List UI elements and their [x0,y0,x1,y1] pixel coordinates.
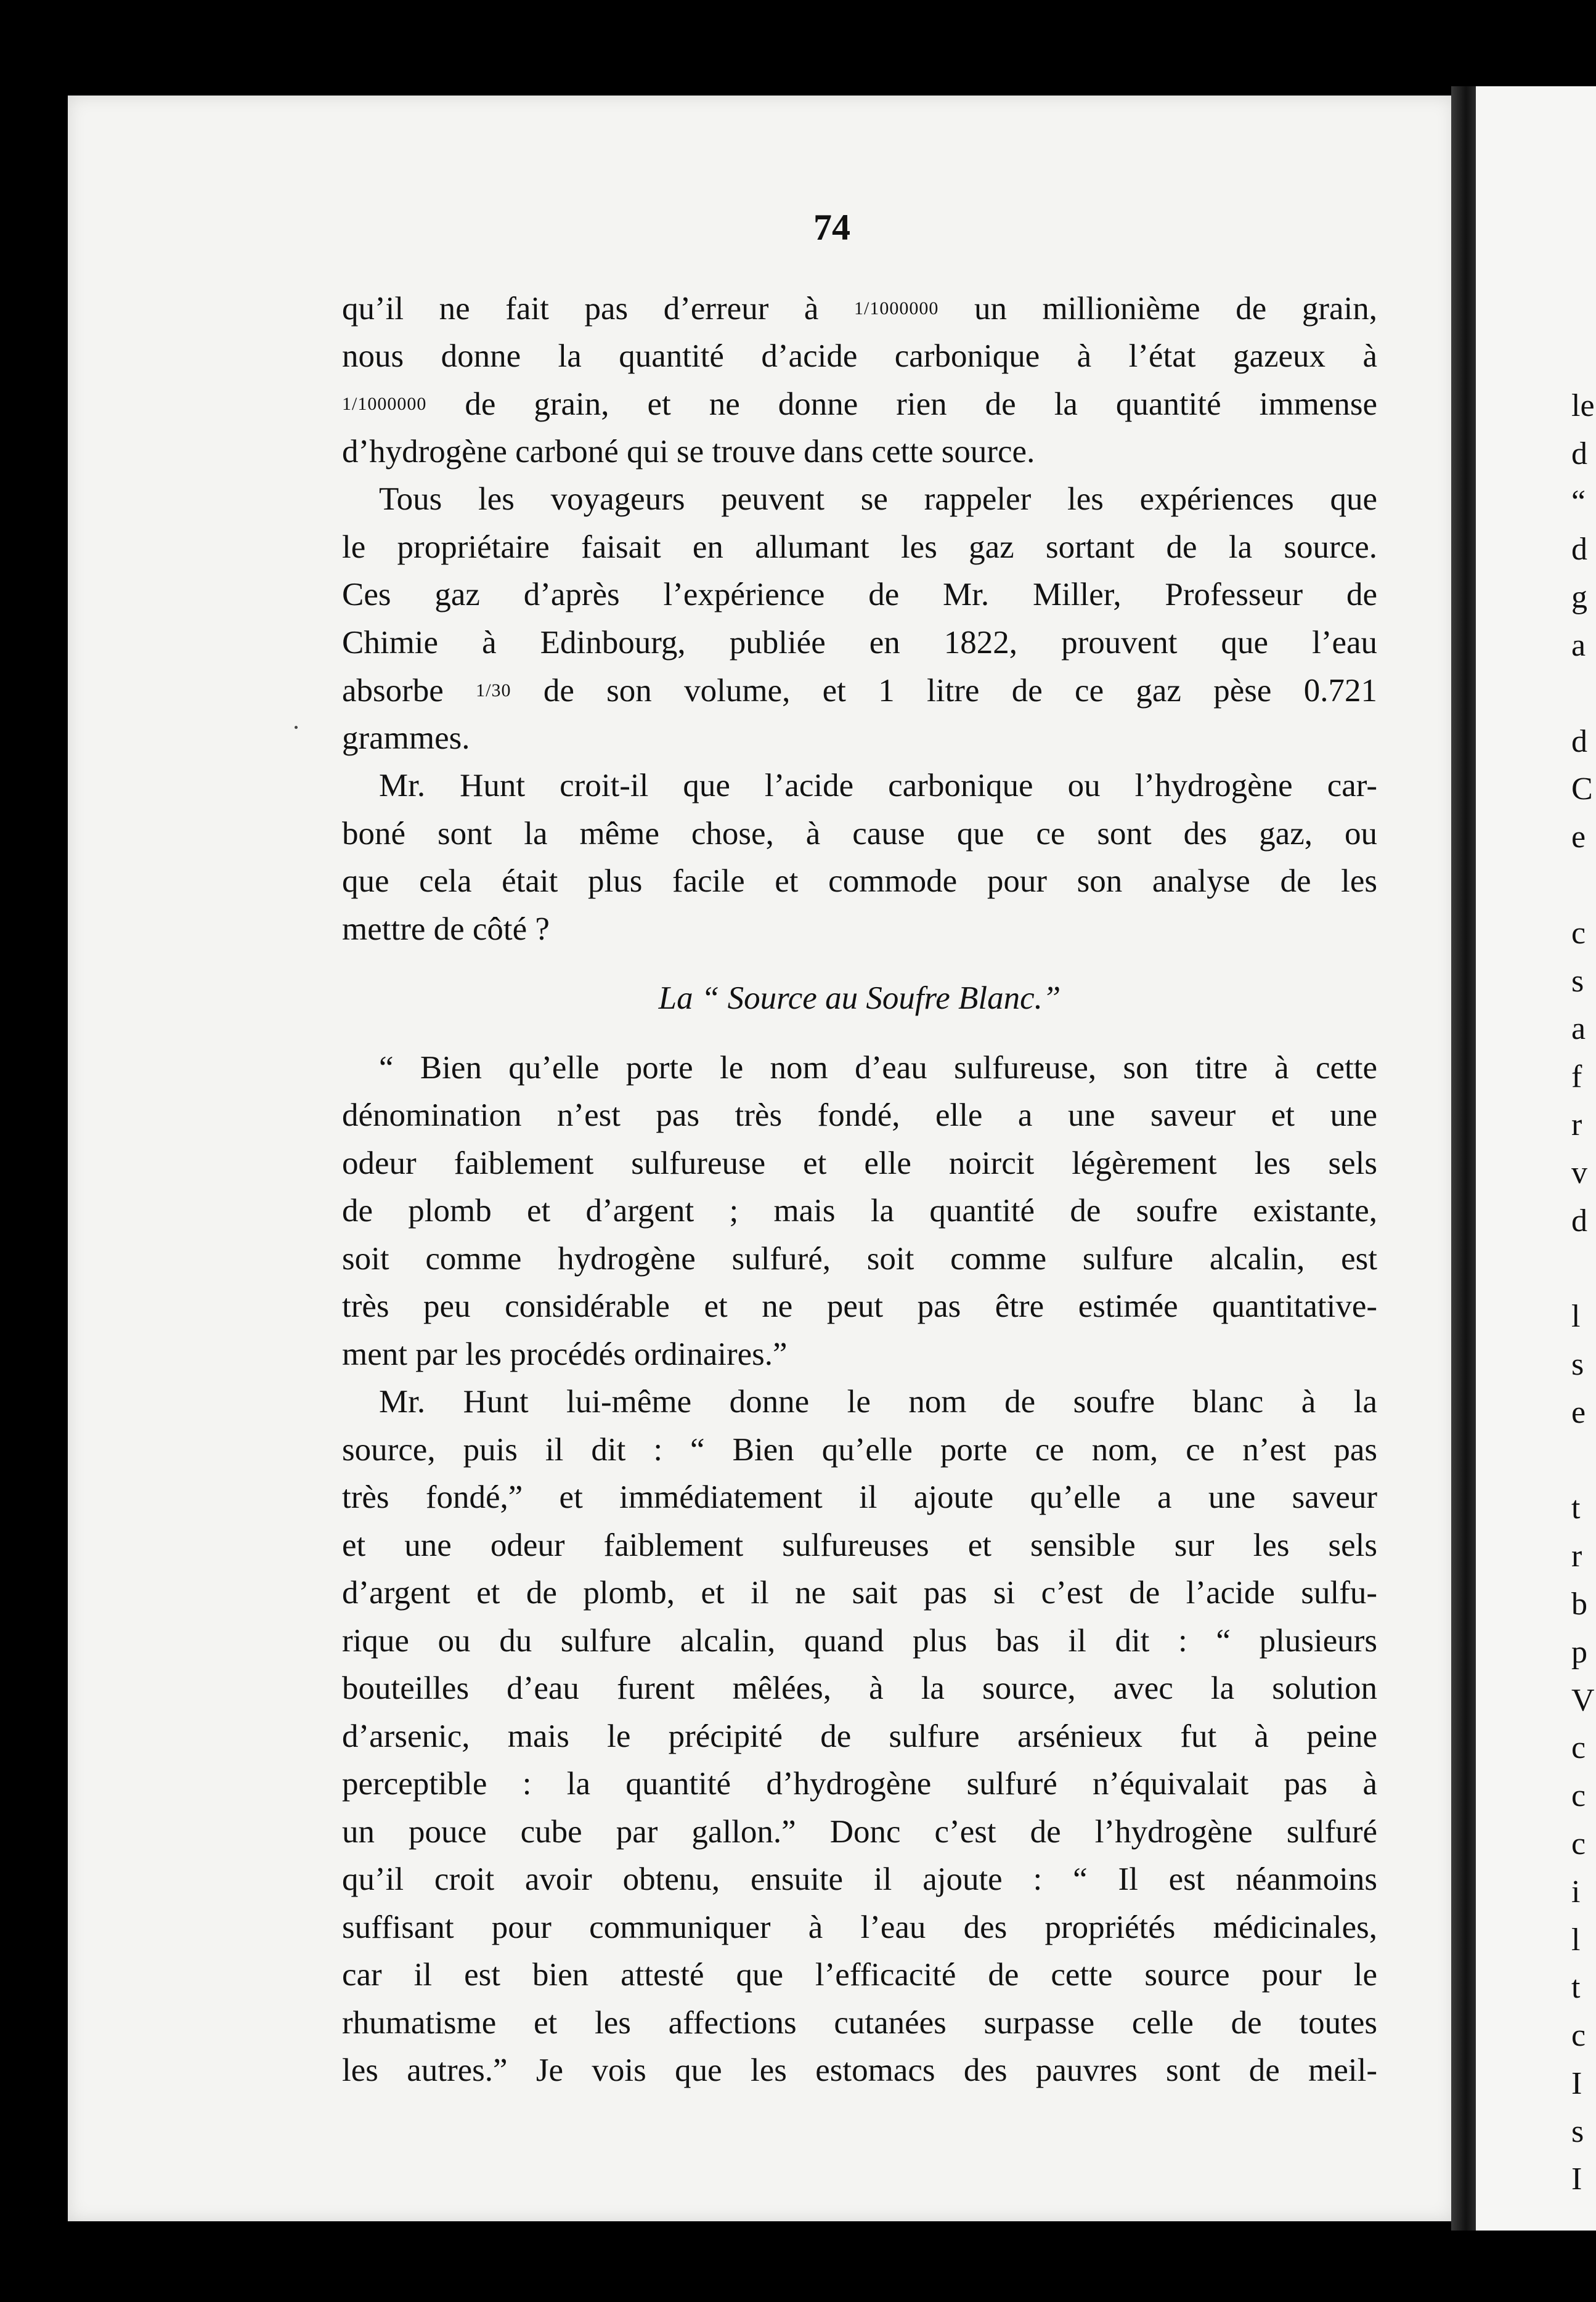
text-segment: bouteilles d’eau furent mêlées, à la source, avec la solution [342,1670,1377,1706]
text-segment: Chimie à Edinbourg, publiée en 1822, prouvent que l’eau [342,624,1377,661]
text-segment: La “ Source au Soufre Blanc.” [658,980,1061,1016]
text-segment: que cela était plus facile et commode pour son analyse de les [342,863,1377,899]
text-segment: d’hydrogène carboné qui se trouve dans cette source. [342,433,1035,470]
text-segment: absorbe [342,673,444,709]
text-line [342,619,1377,667]
facing-letter: le [1571,388,1595,423]
facing-letter: f [1571,1059,1582,1095]
text-line [342,476,1377,524]
text-line [342,428,1377,476]
text-line [342,1474,1377,1522]
text-segment: source, puis il dit : “ Bien qu’elle porte ce nom, ce n’est pas [342,1431,1377,1468]
text-segment: Mr. Hunt lui-même donne le nom de soufre blanc à la [379,1384,1377,1420]
fraction: 1/30 [476,680,511,701]
text-segment: d’argent et de plomb, et il ne sait pas si c’est de l’acide sulfu- [342,1575,1377,1611]
facing-letter: t [1571,1970,1581,2006]
text-line [342,380,1377,428]
text-line [342,1951,1377,1999]
facing-letter [1571,861,1595,909]
text-segment: d’arsenic, mais le précipité de sulfure arsénieux fut à peine [342,1718,1377,1754]
text-line [342,1378,1377,1426]
page-body-text [342,285,1377,2095]
text-line [342,571,1377,619]
facing-letter: c [1571,915,1586,951]
text-segment: “ Bien qu’elle porte le nom d’eau sulfureuse, son titre à cette [379,1049,1377,1086]
facing-letter [1571,1437,1595,1485]
text-line [342,1808,1377,1857]
text-line [342,333,1377,381]
text-segment: qu’il croit avoir obtenu, ensuite il ajoute : “ Il est néanmoins [342,1861,1377,1897]
text-segment: Tous les voyageurs peuvent se rappeler les expériences que [379,481,1377,517]
facing-letter: d [1571,1203,1587,1238]
text-segment: de son volume, et 1 litre de ce gaz pèse 0.721 [543,673,1378,709]
facing-letter: i [1571,1874,1581,1910]
text-segment: soit comme hydrogène sulfuré, soit comme sulfure alcalin, est [342,1240,1377,1277]
page-number: 74 [813,207,850,248]
facing-letter: e [1571,820,1586,855]
facing-letter: l [1571,1922,1581,1958]
text-line [342,1331,1377,1379]
facing-letter: d [1571,723,1587,759]
text-line [342,1092,1377,1140]
text-segment: un pouce cube par gallon.” Donc c’est de l’hydrogène sulfuré [342,1813,1377,1850]
text-line [342,667,1377,715]
text-segment: Mr. Hunt croit-il que l’acide carbonique ou l’hydrogène car- [379,768,1377,803]
facing-letter: s [1571,2113,1584,2149]
text-segment: car il est bien attesté que l’efficacité de cette source pour le [342,1957,1377,1993]
fraction: 1/1000000 [342,394,427,414]
text-line [342,762,1377,810]
book-gutter [1451,86,1476,2231]
margin-mark [295,726,298,729]
facing-page-text-fragment [1571,382,1595,2203]
text-line [342,2047,1377,2095]
text-segment: les autres.” Je vois que les estomacs des pauvres sont de meil- [342,2052,1377,2088]
facing-letter: d [1571,436,1587,471]
facing-letter: V [1571,1682,1595,1718]
facing-letter: a [1571,627,1586,663]
text-line [342,858,1377,906]
fraction: 1/1000000 [854,298,939,319]
facing-letter: g [1571,580,1587,616]
text-segment: de plomb et d’argent ; mais la quantité de soufre existante, [342,1193,1377,1229]
text-segment: le propriétaire faisait en allumant les gaz sortant de la source. [342,529,1377,565]
text-segment: grammes. [342,720,470,756]
text-line [342,715,1377,763]
facing-letter: v [1571,1155,1587,1190]
text-segment: mettre de côté ? [342,911,550,947]
text-segment: nous donne la quantité d’acide carbonique à l’état gazeux à [342,338,1377,374]
text-line [342,810,1377,858]
facing-letter [1571,670,1595,718]
text-line [342,1569,1377,1617]
text-segment: un millionième de grain, [974,291,1377,327]
facing-letter: C [1571,771,1593,807]
text-line [342,1283,1377,1331]
facing-letter: r [1571,1539,1582,1574]
text-segment: et une odeur faiblement sulfureuses et sensible sur les sels [342,1527,1377,1563]
text-line [342,975,1377,1023]
text-segment: de grain, et ne donne rien de la quantité immense [465,386,1377,422]
text-line [342,1140,1377,1188]
facing-letter: s [1571,963,1584,999]
text-segment: dénomination n’est pas très fondé, elle a une saveur et une [342,1097,1377,1133]
text-line [342,1522,1377,1570]
text-line [342,1235,1377,1283]
text-segment: ment par les procédés ordinaires.” [342,1336,788,1372]
text-line [342,1760,1377,1808]
text-segment: rhumatisme et les affections cutanées surpasse celle de toutes [342,2004,1377,2041]
text-segment: suffisant pour communiquer à l’eau des propriétés médicinales, [342,1909,1377,1945]
text-line [342,1665,1377,1713]
text-segment: odeur faiblement sulfureuse et elle noircit légèrement les sels [342,1145,1377,1181]
facing-letter: d [1571,532,1587,567]
text-line [342,906,1377,954]
text-line [342,1617,1377,1665]
text-segment: très fondé,” et immédiatement il ajoute qu’elle a une saveur [342,1479,1377,1515]
facing-letter [1571,1245,1595,1293]
book-page-right [1476,86,1596,2231]
facing-letter: c [1571,2018,1586,2054]
text-line [342,1856,1377,1904]
facing-letter: c [1571,1730,1586,1766]
facing-letter: s [1571,1346,1584,1382]
facing-letter: t [1571,1491,1581,1526]
facing-letter: b [1571,1586,1587,1622]
facing-letter: c [1571,1778,1586,1814]
facing-letter: p [1571,1634,1587,1670]
text-line [342,1713,1377,1761]
facing-letter: “ [1571,484,1586,519]
text-segment: boné sont la même chose, à cause que ce sont des gaz, ou [342,815,1377,852]
text-segment: très peu considérable et ne peut pas être estimée quantitative- [342,1288,1377,1324]
text-segment: rique ou du sulfure alcalin, quand plus bas il dit : “ plusieurs [342,1622,1377,1659]
facing-letter: I [1571,2162,1582,2197]
text-line [342,1187,1377,1235]
text-line [342,1904,1377,1952]
facing-letter: c [1571,1826,1586,1861]
text-line [342,1426,1377,1474]
text-segment: perceptible : la quantité d’hydrogène sulfuré n’équivalait pas à [342,1766,1377,1802]
text-line [342,285,1377,333]
text-line [342,1044,1377,1092]
facing-letter: I [1571,2065,1582,2101]
facing-letter: r [1571,1107,1582,1142]
text-segment: qu’il ne fait pas d’erreur à [342,291,819,327]
facing-letter: e [1571,1394,1586,1430]
text-line [342,524,1377,572]
text-line [342,1999,1377,2048]
text-segment: Ces gaz d’après l’expérience de Mr. Miller, Professeur de [342,577,1377,612]
facing-letter: a [1571,1011,1586,1047]
facing-letter: l [1571,1299,1581,1335]
